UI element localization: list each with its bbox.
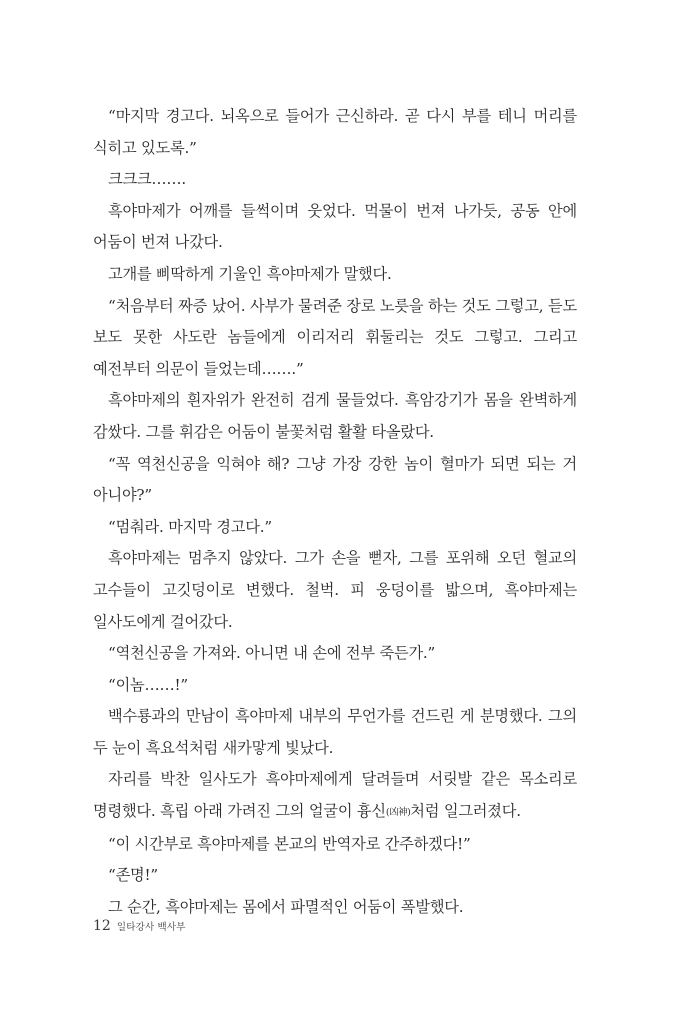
paragraph-11: “이놈……!” [108, 675, 188, 694]
running-title: 일타강사 백사부 [116, 922, 186, 933]
paragraph-10: “역천신공을 가져와. 아니면 내 손에 전부 죽든가.” [108, 644, 436, 663]
paragraph-7: “꼭 역천신공을 익혀야 해? 그냥 가장 강한 놈이 혈마가 되면 되는 거 아니야?” [93, 454, 577, 505]
paragraph-9: 흑야마제는 멈추지 않았다. 그가 손을 뻗자, 그를 포위해 오던 혈교의 고수들이 고깃덩이로 변했다. 철벅. 피 웅덩이를 밟으며, 흑야마제는 일사도에게 걸어갔다. [93, 549, 577, 631]
page-body [93, 101, 577, 923]
paragraph-6: 흑야마제의 흰자위가 완전히 검게 물들었다. 흑암강기가 몸을 완벽하게 감쌌다. 그를 휘감은 어둠이 불꽃처럼 활활 타올랐다. [93, 391, 577, 441]
paragraph-13 [93, 764, 577, 828]
paragraph-8: “멈춰라. 마지막 경고다.” [108, 517, 272, 536]
paragraph-1: “마지막 경고다. 뇌옥으로 들어가 근신하라. 곧 다시 부를 테니 머리를 식히고 있도록.” [93, 107, 577, 157]
paragraph-15: “존명!” [108, 866, 158, 885]
hanja-annotation: (凶神) [385, 807, 411, 819]
paragraph-13-after: 처럼 일그러졌다. [410, 802, 521, 821]
page-number: 12 [93, 918, 111, 934]
paragraph-2: 크크크……. [108, 170, 187, 189]
paragraph-3: 흑야마제가 어깨를 들썩이며 웃었다. 먹물이 번져 나가듯, 공동 안에 어둠이 번져 나갔다. [93, 201, 577, 252]
paragraph-14: “이 시간부로 흑야마제를 본교의 반역자로 간주하겠다!” [108, 834, 471, 853]
paragraph-12: 백수룡과의 만남이 흑야마제 내부의 무언가를 건드린 게 분명했다. 그의 두 눈이 흑요석처럼 새카맣게 빛났다. [93, 707, 577, 757]
paragraph-4: 고개를 삐딱하게 기울인 흑야마제가 말했다. [108, 264, 392, 283]
paragraph-5: “처음부터 짜증 났어. 사부가 물려준 장로 노릇을 하는 것도 그렇고, 듣도 보도 못한 사도란 놈들에게 이리저리 휘둘리는 것도 그렇고. 그리고 예전부터 의문이 들었는데…….” [93, 296, 577, 378]
paragraph-16: 그 순간, 흑야마제는 몸에서 파멸적인 어둠이 폭발했다. [108, 897, 464, 916]
page-footer [93, 918, 186, 934]
paragraph-13-before: 자리를 박찬 일사도가 흑야마제에게 달려들며 서릿발 같은 목소리로 명령했다. 흑립 아래 가려진 그의 얼굴이 흉신 [93, 770, 577, 821]
